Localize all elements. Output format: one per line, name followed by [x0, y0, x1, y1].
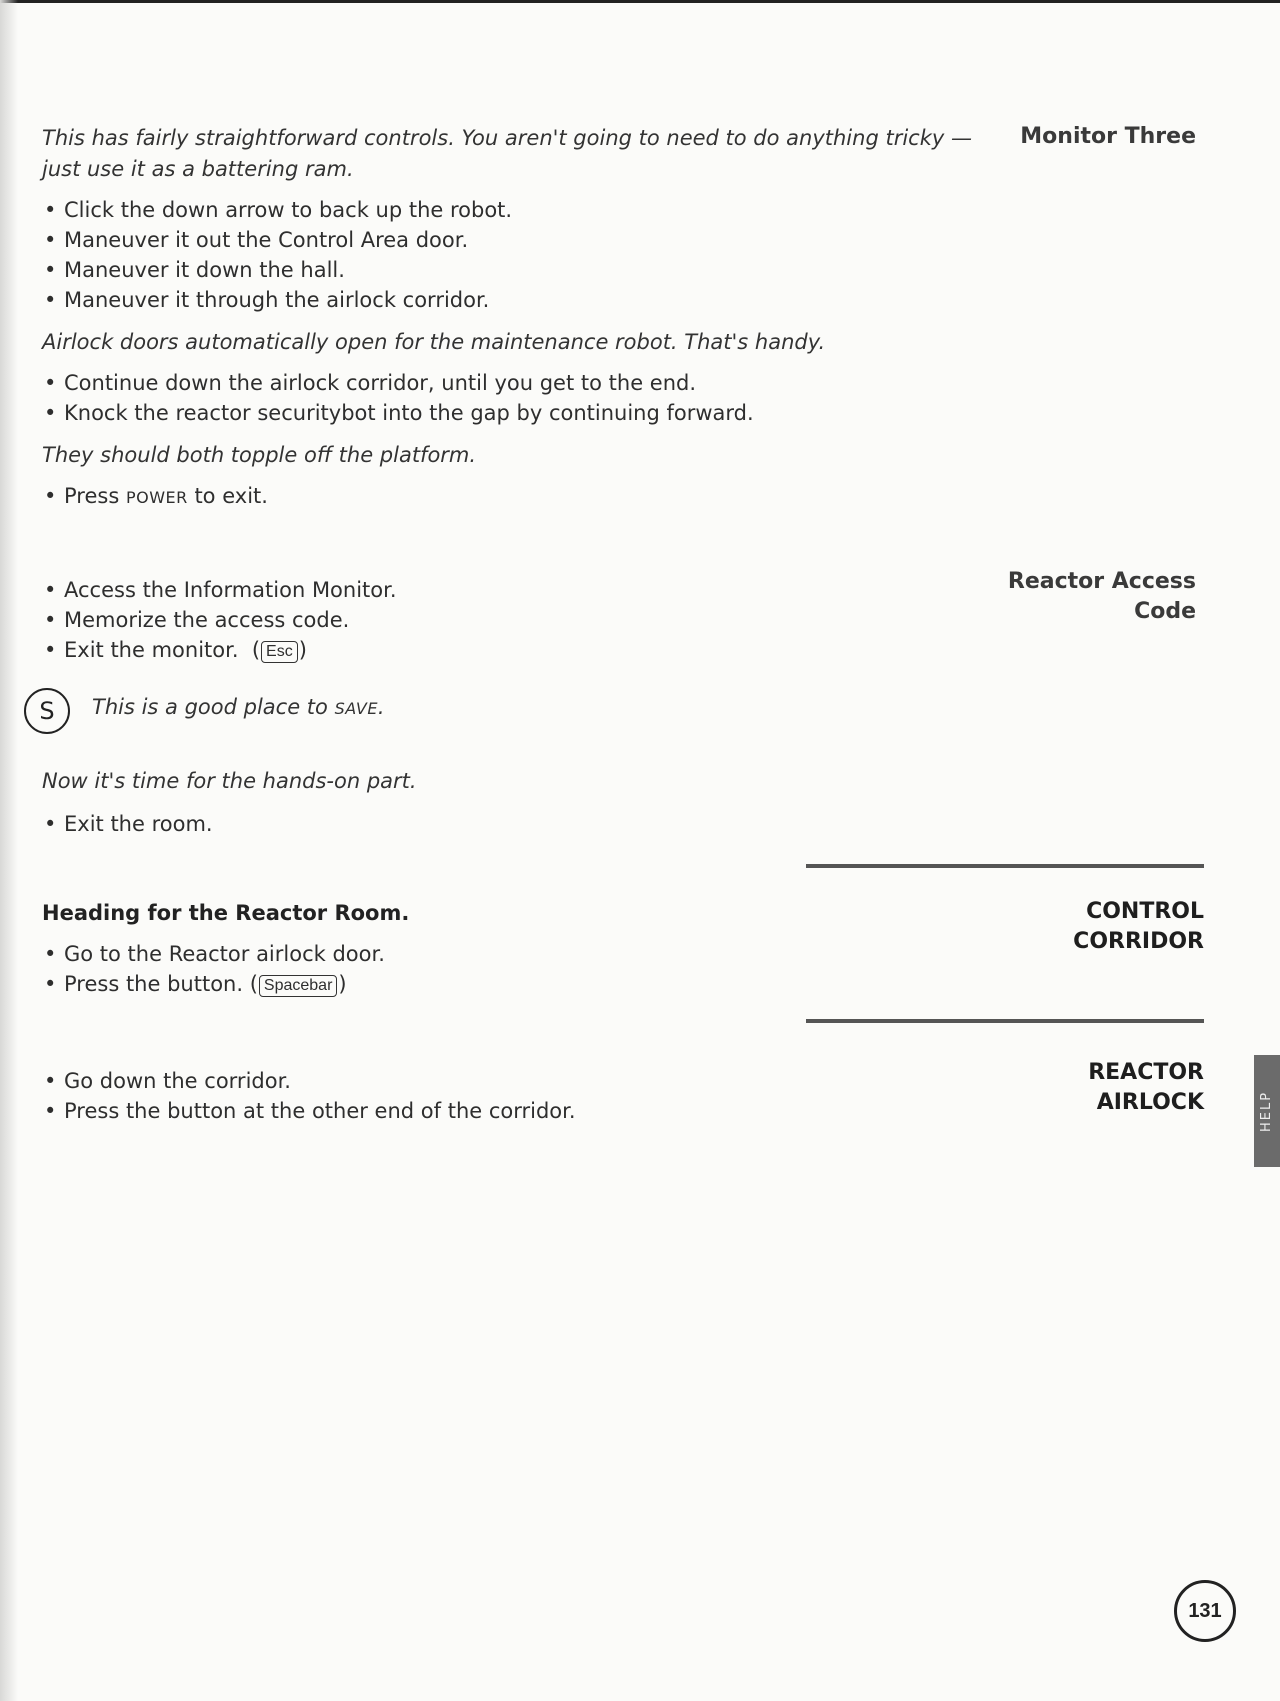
list-item: • Press POWER to exit.	[42, 481, 982, 513]
divider-rule	[806, 864, 1204, 868]
steps-list-2	[42, 368, 982, 428]
save-icon: S	[24, 688, 70, 734]
sidebar-label-reactor-access: Reactor Access Code	[1007, 569, 1196, 624]
list-item: • Click the down arrow to back up the robot.	[42, 195, 982, 225]
list-item: • Go down the corridor.	[42, 1066, 982, 1096]
section-heading: Heading for the Reactor Room.	[42, 901, 410, 925]
top-edge	[0, 0, 1280, 3]
intro-paragraph: This has fairly straightforward controls. You aren't going to need to do anything tricky — just use it as a battering ram.	[42, 126, 972, 181]
help-section-tab: HELP	[1254, 1055, 1280, 1167]
list-item: • Memorize the access code.	[42, 605, 982, 635]
sidebar-label-reactor-airlock: REACTOR AIRLOCK	[1088, 1060, 1204, 1115]
spacebar-key-icon: Spacebar	[259, 975, 338, 997]
list-item: • Maneuver it through the airlock corridor.	[42, 285, 982, 315]
exit-room-list	[42, 809, 982, 839]
steps-list-3	[42, 575, 982, 665]
control-corridor-section	[42, 901, 982, 999]
save-note: This is a good place to SAVE.	[92, 695, 385, 719]
list-item: • Exit the monitor. ( Esc )	[42, 635, 982, 665]
steps-list-1	[42, 195, 982, 315]
airlock-note: Airlock doors automatically open for the maintenance robot. That's handy.	[42, 330, 826, 354]
divider-rule	[806, 1019, 1204, 1023]
steps-list-4	[42, 939, 982, 999]
hands-on-note: Now it's time for the hands-on part.	[42, 769, 417, 793]
monitor-three-section	[42, 123, 982, 513]
power-step-list	[42, 481, 982, 513]
binding-shadow	[0, 0, 18, 1701]
list-item: • Exit the room.	[42, 809, 982, 839]
list-item: • Knock the reactor securitybot into the gap by continuing forward.	[42, 398, 982, 428]
list-item: • Press the button at the other end of the corridor.	[42, 1096, 982, 1126]
esc-key-icon: Esc	[261, 641, 298, 663]
list-item: • Press the button. ( Spacebar )	[42, 969, 982, 999]
list-item: • Continue down the airlock corridor, until you get to the end.	[42, 368, 982, 398]
reactor-airlock-section	[42, 1066, 982, 1126]
topple-note: They should both topple off the platform.	[42, 443, 477, 467]
page-number: 131	[1174, 1580, 1236, 1642]
reactor-code-section	[42, 575, 982, 665]
sidebar-label-monitor-three: Monitor Three	[1020, 124, 1196, 149]
power-key-label: POWER	[125, 488, 188, 507]
steps-list-5	[42, 1066, 982, 1126]
list-item: • Go to the Reactor airlock door.	[42, 939, 982, 969]
sidebar-label-control-corridor: CONTROL CORRIDOR	[1073, 899, 1204, 954]
list-item: • Access the Information Monitor.	[42, 575, 982, 605]
hands-on-section	[42, 766, 982, 839]
list-item: • Maneuver it down the hall.	[42, 255, 982, 285]
list-item: • Maneuver it out the Control Area door.	[42, 225, 982, 255]
